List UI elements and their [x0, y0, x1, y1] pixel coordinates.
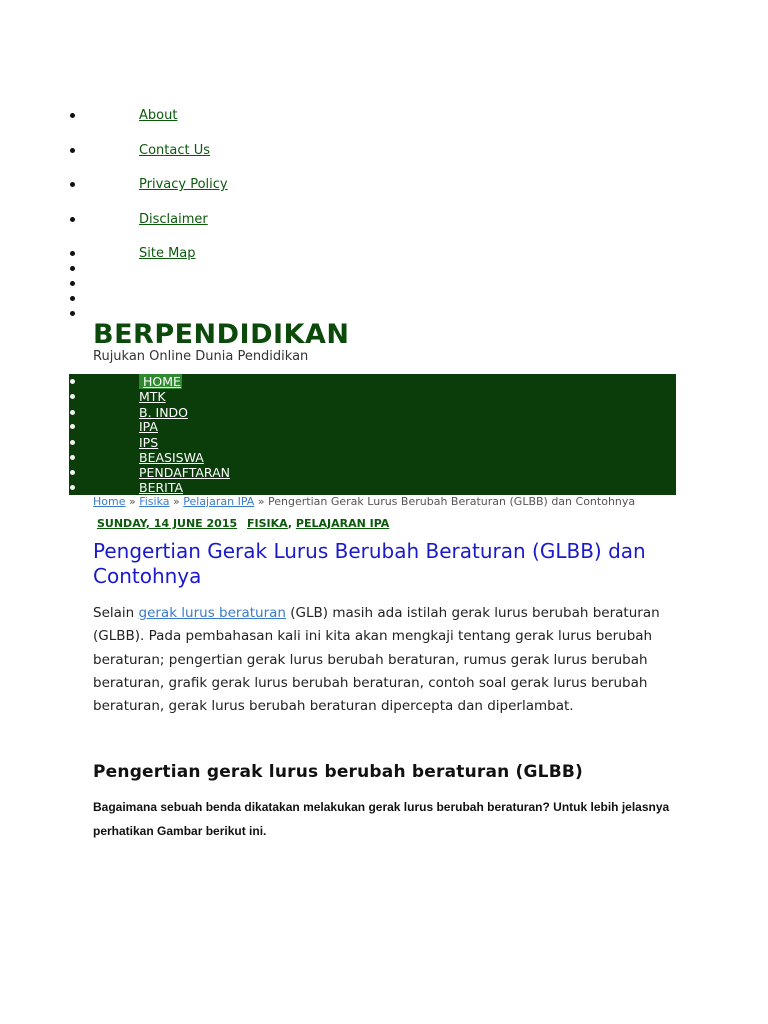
top-nav-item-about — [0, 106, 400, 126]
category-separator: , — [287, 517, 293, 530]
ipa-menu-link[interactable]: IPA — [139, 419, 158, 434]
bullet-icon — [70, 266, 75, 271]
breadcrumb — [93, 494, 635, 510]
bullet-icon — [70, 251, 75, 256]
post-meta — [97, 516, 389, 532]
bold-question-paragraph: Bagaimana sebuah benda dikatakan melakukan gerak lurus berubah beraturan? Untuk lebih jelasnya perhatikan Gambar berikut ini. — [93, 800, 670, 838]
top-nav-item-privacy — [0, 175, 400, 195]
beasiswa-menu-link[interactable]: BEASISWA — [139, 450, 204, 465]
bullet-icon — [70, 455, 75, 460]
intro-text: (GLB) masih ada istilah gerak lurus berubah beraturan (GLBB). Pada pembahasan kali ini kita akan mengkaji tentang gerak lurus berubah beraturan; pengertian gerak lurus berubah beraturan, rumus gerak lurus berubah beraturan, grafik gerak lurus berubah beraturan, contoh soal gerak lurus berubah beraturan, gerak lurus berubah beraturan dipercepta dan diperlambat. — [93, 605, 660, 715]
breadcrumb-separator: » — [128, 495, 136, 508]
bullet-icon — [70, 410, 75, 415]
bullet-icon — [70, 217, 75, 222]
section-heading: Pengertian gerak lurus berubah beraturan (GLBB) — [93, 762, 583, 782]
contact-us-link[interactable]: Contact Us — [139, 143, 210, 158]
menu-item-pendaftaran — [69, 465, 669, 480]
menu-item-mtk — [69, 389, 669, 404]
pendaftaran-menu-link[interactable]: PENDAFTARAN — [139, 465, 231, 480]
top-nav-item-disclaimer — [0, 210, 400, 230]
post-date: SUNDAY, 14 JUNE 2015 — [97, 517, 238, 530]
breadcrumb-home-link[interactable]: Home — [93, 495, 126, 508]
about-link[interactable]: About — [139, 108, 178, 123]
bullet-icon — [70, 311, 75, 316]
disclaimer-link[interactable]: Disclaimer — [139, 212, 208, 227]
top-nav-item-contact — [0, 141, 400, 161]
bullet-icon — [70, 424, 75, 429]
bullet-icon — [70, 182, 75, 187]
category-fisika-link[interactable]: FISIKA — [246, 517, 288, 530]
bullet-icon — [70, 470, 75, 475]
post-title: Pengertian Gerak Lurus Berubah Beraturan (GLBB) dan Contohnya — [93, 539, 646, 588]
ips-menu-link[interactable]: IPS — [139, 435, 159, 450]
bullet-icon — [70, 379, 75, 384]
breadcrumb-current: Pengertian Gerak Lurus Berubah Beraturan (GLBB) dan Contohnya — [268, 495, 636, 508]
bullet-icon — [70, 281, 75, 286]
home-menu-link[interactable]: HOME — [139, 374, 182, 389]
berita-menu-link[interactable]: BERITA — [139, 480, 184, 495]
breadcrumb-separator: » — [257, 495, 265, 508]
bullet-icon — [70, 485, 75, 490]
bullet-icon — [70, 394, 75, 399]
privacy-policy-link[interactable]: Privacy Policy — [139, 177, 228, 192]
post-intro-paragraph — [93, 602, 683, 718]
breadcrumb-separator: » — [173, 495, 180, 508]
b-indo-menu-link[interactable]: B. INDO — [139, 405, 189, 420]
menu-item-ipa — [69, 419, 669, 434]
menu-item-berita — [69, 480, 669, 495]
bullet-icon — [70, 296, 75, 301]
breadcrumb-fisika-link[interactable]: Fisika — [139, 495, 170, 508]
site-description: Rujukan Online Dunia Pendidikan — [93, 349, 309, 364]
main-menu — [69, 374, 676, 495]
bullet-icon — [70, 440, 75, 445]
breadcrumb-pelajaran-ipa-link[interactable]: Pelajaran IPA — [183, 495, 255, 508]
mtk-menu-link[interactable]: MTK — [139, 389, 166, 404]
site-title[interactable]: BERPENDIDIKAN — [93, 319, 350, 350]
menu-item-b-indo — [69, 405, 669, 420]
site-map-link[interactable]: Site Map — [139, 246, 196, 261]
menu-item-beasiswa — [69, 450, 669, 465]
menu-item-ips — [69, 435, 669, 450]
gerak-lurus-beraturan-link[interactable]: gerak lurus beraturan — [138, 605, 286, 621]
category-pelajaran-ipa-link[interactable]: PELAJARAN IPA — [295, 517, 390, 530]
menu-item-home — [69, 374, 669, 389]
bullet-icon — [70, 113, 75, 118]
intro-prefix: Selain — [93, 605, 139, 621]
bullet-icon — [70, 148, 75, 153]
